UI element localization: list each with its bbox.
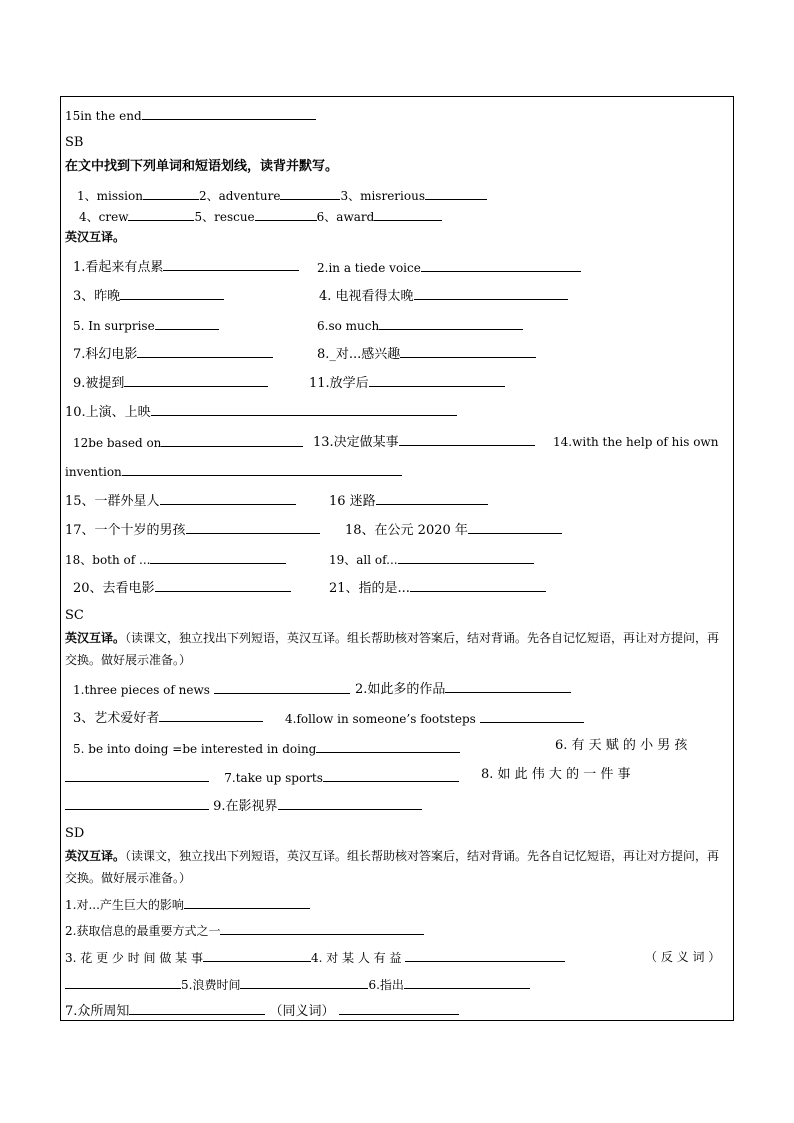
answer-blank[interactable] <box>142 107 316 120</box>
item-label: 6.指出 <box>368 978 404 992</box>
sc-item-3 <box>73 709 263 727</box>
answer-blank[interactable] <box>129 1002 265 1015</box>
sb-item-18b <box>65 551 286 568</box>
answer-blank[interactable] <box>214 681 350 694</box>
item-label: 9.被提到 <box>73 376 125 391</box>
answer-blank[interactable] <box>379 317 523 330</box>
instruction-text: （读课文，独立找出下列短语，英汉互译。组长帮助核对答案后，结对背诵。先各自记忆短语，再让对方提问，再交换。做好展示准备。） <box>65 631 720 667</box>
section-sb-instruction: 在文中找到下列单词和短语划线，读背并默写。 <box>65 159 339 174</box>
item-label: 3. 花 更 少 时 间 做 某 事 <box>65 951 203 965</box>
vocab-word: 3、misrerious <box>340 189 425 203</box>
answer-blank[interactable] <box>414 287 568 300</box>
sd-item-1 <box>65 896 310 913</box>
item-label: 1.对...产生巨大的影响 <box>65 898 184 912</box>
section-label: 英汉互译。 <box>65 631 126 645</box>
answer-blank[interactable] <box>376 492 488 505</box>
sd-item-2 <box>65 922 424 939</box>
item-label: 2.in a tiede voice <box>317 261 421 275</box>
sb-item-18a <box>345 521 562 539</box>
answer-blank[interactable] <box>421 259 581 272</box>
instruction-text: （读课文，独立找出下列短语，英汉互译。组长帮助核对答案后，结对背诵。先各自记忆短语，再让对方提问，再交换。做好展示准备。） <box>65 849 720 885</box>
item-label: 2.获取信息的最重要方式之一 <box>65 924 221 938</box>
answer-blank[interactable] <box>159 709 263 722</box>
section-label: 英汉互译。 <box>65 849 126 863</box>
worksheet-frame <box>60 96 734 1021</box>
answer-blank[interactable] <box>240 976 368 989</box>
answer-blank[interactable] <box>155 317 219 330</box>
section-sb-subtitle: 英汉互译。 <box>65 230 126 244</box>
item-label: 4. 对 某 人 有 益 <box>310 951 402 965</box>
answer-blank[interactable] <box>398 551 534 564</box>
sc-item-6: 6. 有 天 赋 的 小 男 孩 <box>555 738 688 753</box>
answer-blank[interactable] <box>316 740 460 753</box>
vocab-word: 1、mission <box>77 189 143 203</box>
sb-item-7 <box>73 345 273 363</box>
answer-blank[interactable] <box>369 374 505 387</box>
sb-item-17 <box>65 521 320 539</box>
item-label: 13.决定做某事 <box>313 435 399 450</box>
item-label: 4. 电视看得太晚 <box>319 289 414 304</box>
item-15-in-the-end <box>65 107 316 124</box>
item-label: 18、在公元 2020 年 <box>345 523 468 538</box>
answer-blank[interactable] <box>255 208 317 221</box>
item-label: 4.follow in someone’s footsteps <box>285 712 476 726</box>
answer-blank[interactable] <box>65 976 181 989</box>
item-label: 12be based on <box>73 436 162 450</box>
sd-item-3 <box>65 949 565 966</box>
sb-item-10 <box>65 403 457 421</box>
answer-blank[interactable] <box>137 345 273 358</box>
item-label: 5.浪费时间 <box>181 978 241 992</box>
answer-blank[interactable] <box>400 345 536 358</box>
sc-item-4 <box>285 710 584 727</box>
sb-item-15 <box>65 492 296 510</box>
sb-item-2 <box>317 259 581 276</box>
section-sc-instruction <box>65 627 731 671</box>
item-label: 20、去看电影 <box>73 581 155 596</box>
sb-item-11 <box>309 374 505 392</box>
sb-item-9 <box>73 374 268 392</box>
sc-item-1 <box>73 681 350 698</box>
answer-blank[interactable] <box>480 710 584 723</box>
item-label: 1.看起来有点累 <box>73 260 164 275</box>
sd-item-5-6 <box>65 976 530 993</box>
sb-item-16 <box>329 492 488 510</box>
item-label: 3、艺术爱好者 <box>73 711 160 726</box>
sd-item-7 <box>65 1002 459 1020</box>
sb-item-8 <box>317 345 536 363</box>
answer-blank[interactable] <box>278 797 422 810</box>
vocab-word: 2、adventure <box>198 189 281 203</box>
answer-blank[interactable] <box>410 579 546 592</box>
item-label: 7.科幻电影 <box>73 347 138 362</box>
answer-blank[interactable] <box>120 287 224 300</box>
sb-item-12 <box>73 434 303 451</box>
section-sd-title: SD <box>65 826 85 841</box>
answer-blank[interactable] <box>161 434 303 447</box>
answer-blank[interactable] <box>323 769 459 782</box>
answer-blank[interactable] <box>184 896 310 909</box>
answer-blank[interactable] <box>405 949 565 962</box>
item-label: 19、all of... <box>329 553 398 567</box>
answer-blank[interactable] <box>151 403 457 416</box>
answer-blank[interactable] <box>150 551 286 564</box>
answer-blank[interactable] <box>124 374 268 387</box>
sc-item-5 <box>73 740 460 757</box>
answer-blank[interactable] <box>468 521 562 534</box>
sb-item-4 <box>319 287 568 305</box>
item-label: 2.如此多的作品 <box>355 682 446 697</box>
vocab-word: 5、rescue <box>194 210 255 224</box>
sb-item-3 <box>73 287 224 305</box>
item-label: 11.放学后 <box>309 376 369 391</box>
item-label: 5. be into doing =be interested in doing <box>73 742 317 756</box>
item-label: 6.so much <box>317 319 380 333</box>
item-label: 1.three pieces of news <box>73 683 210 697</box>
sb-item-5 <box>73 317 219 334</box>
item-label: 21、指的是... <box>329 581 410 596</box>
vocab-line-2 <box>79 208 442 225</box>
sb-item-14-continued <box>65 463 402 480</box>
item-label: 18、both of ... <box>65 553 151 567</box>
sc-item-8: 8. 如 此 伟 大 的 一 件 事 <box>481 767 631 782</box>
answer-blank[interactable] <box>155 579 291 592</box>
sc-item-7 <box>65 769 459 786</box>
answer-blank[interactable] <box>404 976 530 989</box>
item-label: 8._对...感兴趣 <box>317 347 401 362</box>
sd-item-4-antonym: （ 反 义 词 ） <box>645 950 721 964</box>
item-label: invention <box>65 465 122 479</box>
answer-blank[interactable] <box>425 187 487 200</box>
answer-blank[interactable] <box>374 208 442 221</box>
answer-blank[interactable] <box>220 922 424 935</box>
answer-blank[interactable] <box>399 433 535 446</box>
answer-blank[interactable] <box>122 463 402 476</box>
sc-item-2 <box>355 680 571 698</box>
sc-item-9 <box>65 797 422 815</box>
section-sd-instruction <box>65 845 731 889</box>
section-sc-title: SC <box>65 608 84 623</box>
item-label: 10.上演、上映 <box>65 405 151 420</box>
item-label: 15in the end <box>65 109 142 123</box>
sb-item-6 <box>317 317 523 334</box>
item-label: 5. In surprise <box>73 319 155 333</box>
item-label: 15、一群外星人 <box>65 494 160 509</box>
item-label: 7.take up sports <box>224 771 323 785</box>
answer-blank[interactable] <box>160 492 296 505</box>
answer-blank[interactable] <box>65 797 209 810</box>
answer-blank[interactable] <box>186 521 320 534</box>
sb-item-20 <box>73 579 291 597</box>
answer-blank[interactable] <box>280 187 340 200</box>
vocab-word: 4、crew <box>79 210 129 224</box>
vocab-word: 6、award <box>316 210 375 224</box>
item-label: 9.在影视界 <box>213 799 278 814</box>
sb-item-19 <box>329 551 534 568</box>
answer-blank[interactable] <box>128 208 194 221</box>
item-label: 7.众所周知 <box>65 1004 130 1019</box>
answer-blank[interactable] <box>445 680 571 693</box>
answer-blank[interactable] <box>65 769 209 782</box>
answer-blank[interactable] <box>163 258 299 271</box>
answer-blank[interactable] <box>203 949 311 962</box>
section-sb-title: SB <box>65 135 84 150</box>
vocab-line-1 <box>77 187 487 204</box>
answer-blank[interactable] <box>339 1002 459 1015</box>
sb-item-21 <box>329 579 546 597</box>
answer-blank[interactable] <box>143 187 199 200</box>
sb-item-1 <box>73 258 299 276</box>
sb-item-13 <box>313 433 535 451</box>
item-label: 16 迷路 <box>329 494 376 509</box>
item-label: （同义词） <box>269 1004 335 1019</box>
sb-item-14: 14.with the help of his own <box>553 435 719 449</box>
item-label: 17、一个十岁的男孩 <box>65 523 186 538</box>
item-label: 3、昨晚 <box>73 289 121 304</box>
